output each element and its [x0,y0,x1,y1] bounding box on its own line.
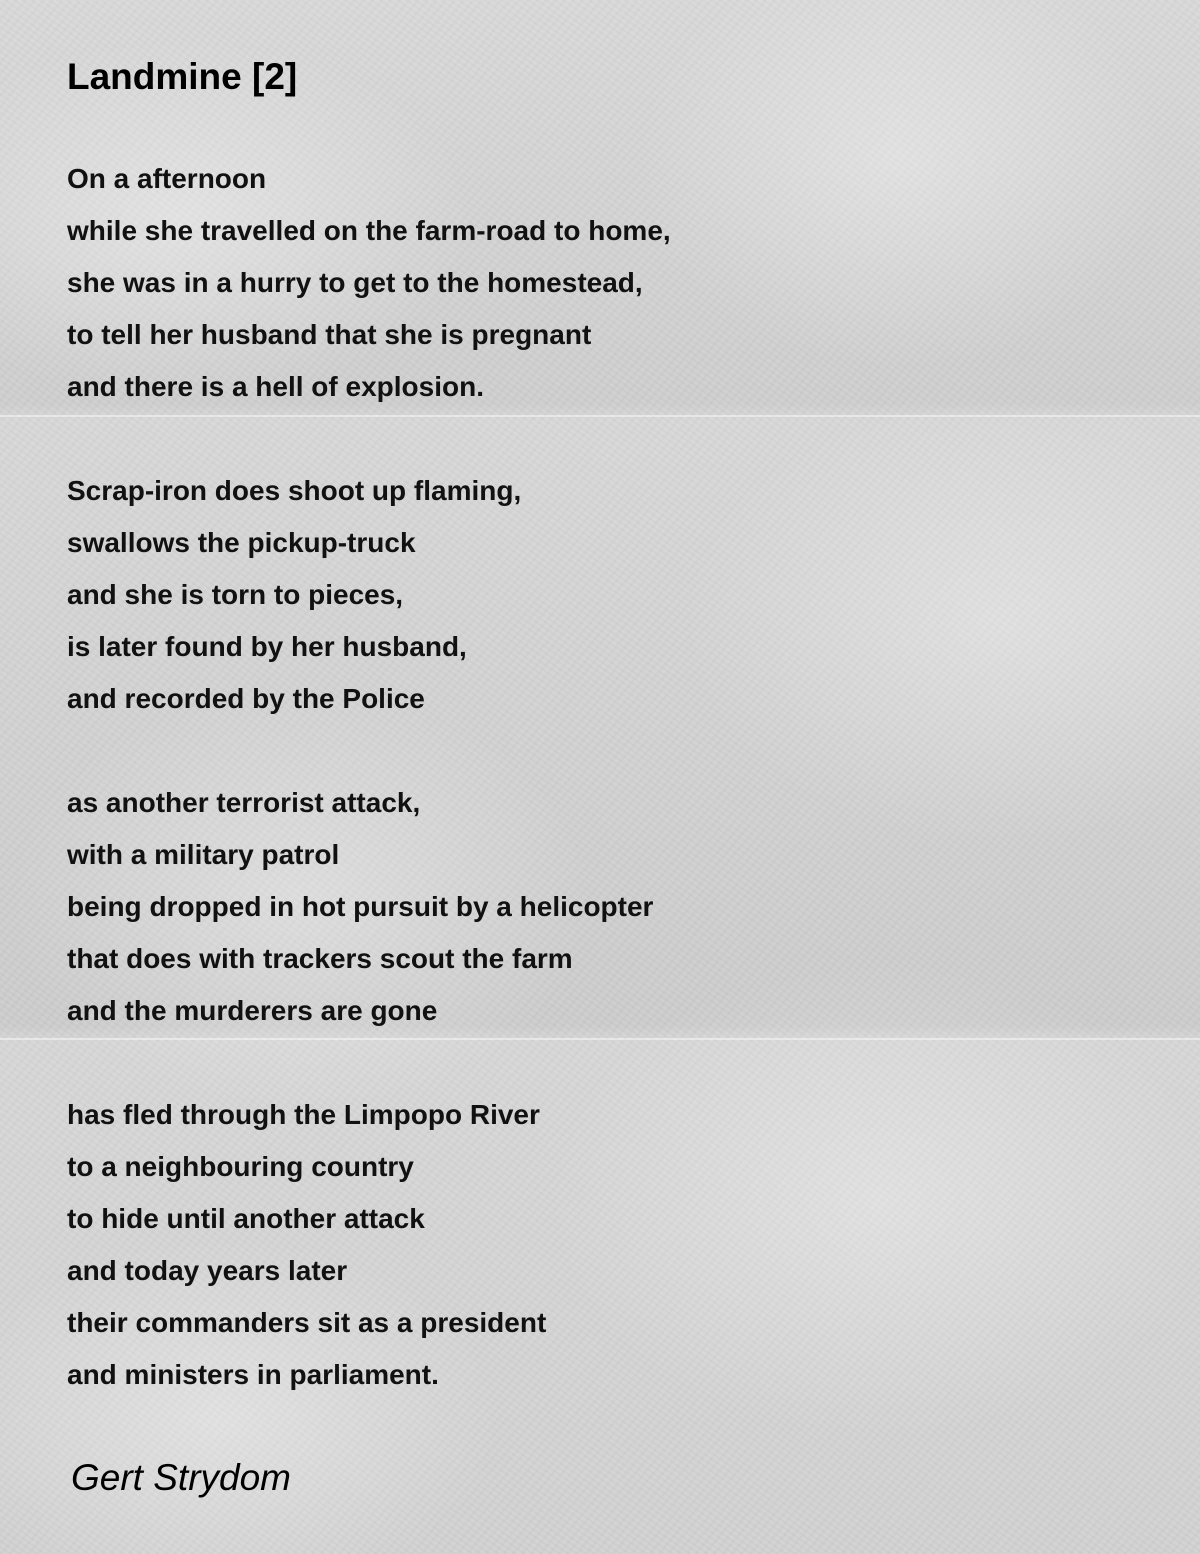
poem-line: with a military patrol [67,839,340,870]
poem-line: is later found by her husband, [67,631,467,662]
poem-line: On a afternoon [67,163,267,194]
poem-line: to a neighbouring country [67,1151,414,1182]
poem-line: to tell her husband that she is pregnant [67,319,592,350]
poem-line: while she travelled on the farm-road to home, [67,215,671,246]
poem-line: and she is torn to pieces, [67,579,404,610]
poem-author: Gert Strydom [71,1457,291,1498]
poem-line: being dropped in hot pursuit by a helicopter [67,891,654,922]
poem-line: and today years later [67,1255,348,1286]
poem-line: swallows the pickup-truck [67,527,416,558]
poem-line: Scrap-iron does shoot up flaming, [67,475,522,506]
poem-line: that does with trackers scout the farm [67,943,573,974]
poem-line: and ministers in parliament. [67,1359,439,1390]
stanza-4 [67,1089,1147,1401]
poem-line: and there is a hell of explosion. [67,371,484,402]
stanza-1 [67,153,1147,413]
poem-line: as another terrorist attack, [67,787,421,818]
stanza-3 [67,777,1147,1037]
poem-line: has fled through the Limpopo River [67,1099,540,1130]
poem-line: and recorded by the Police [67,683,425,714]
stanza-2 [67,465,1147,725]
poem-title: Landmine [2] [67,56,298,97]
poem-line: she was in a hurry to get to the homestead, [67,267,643,298]
poem-line: and the murderers are gone [67,995,438,1026]
poem-body [67,153,1147,1401]
poem-line: to hide until another attack [67,1203,425,1234]
poem-line: their commanders sit as a president [67,1307,547,1338]
